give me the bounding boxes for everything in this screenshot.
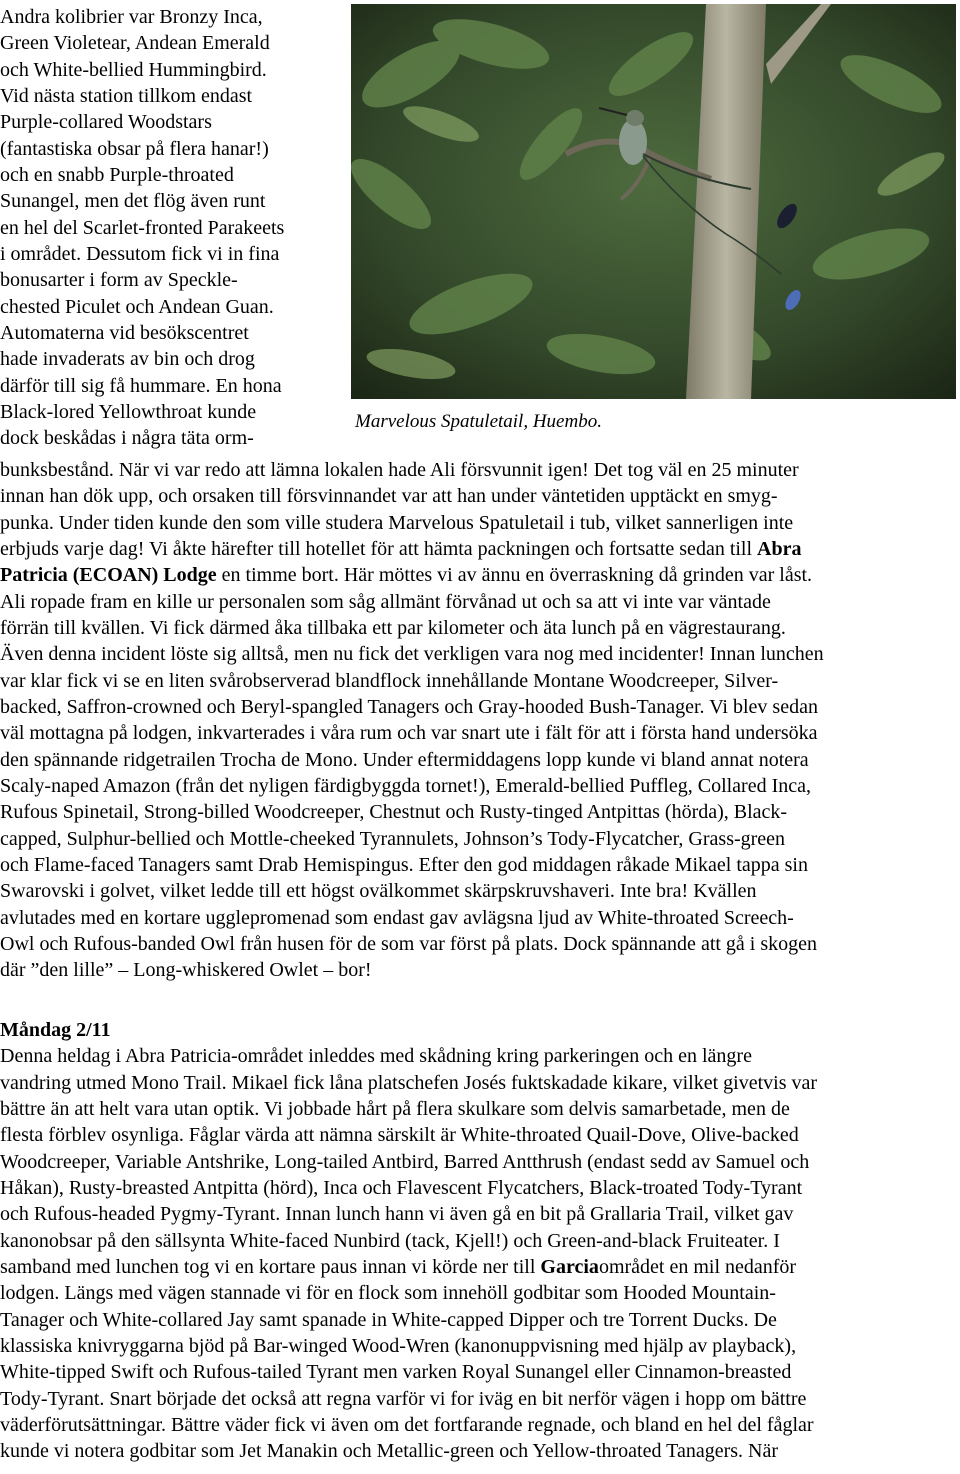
place-name-bold: Patricia (ECOAN) Lodge: [0, 564, 217, 586]
place-name-bold: Garcia: [540, 1256, 599, 1278]
body-line: Owl och Rufous-banded Owl från husen för de som var först på plats. Dock spännande att gå i skogen: [0, 933, 818, 955]
body-text: en timme bort. Här möttes vi av ännu en överraskning då grinden var låst.: [216, 564, 813, 586]
body-line: bättre än att helt vara utan optik. Vi jobbade hårt på flera skulkare som delvis samarbetade, men de: [0, 1098, 790, 1120]
intro-line: Vid nästa station tillkom endast: [0, 85, 253, 107]
body-text: samband med lunchen tog vi en kortare paus innan vi körde ner till: [0, 1256, 541, 1278]
intro-line: och White-bellied Hummingbird.: [0, 59, 267, 81]
intro-line: och en snabb Purple-throated: [0, 164, 234, 186]
body-line: väl mottagna på lodgen, inkvarterades i våra rum och var snart ute i fält för att i första hand undersöka: [0, 722, 818, 744]
intro-line: Automaterna vid besökscentret: [0, 322, 249, 344]
body-line: Rufous Spinetail, Strong-billed Woodcreeper, Chestnut och Rusty-tinged Antpittas (hörda), Black-: [0, 801, 788, 823]
place-name-bold: Abra: [757, 538, 802, 560]
body-line: Scaly-naped Amazon (från det nyligen färdigbyggda tornet!), Emerald-bellied Puffleg, Collared Inca,: [0, 775, 812, 797]
body-line: var klar fick vi se en liten svårobserverad blandflock innehållande Montane Woodcreeper, Silver-: [0, 670, 779, 692]
body-line: där ”den lille” – Long-whiskered Owlet – bor!: [0, 959, 372, 981]
intro-line: därför till sig få hummare. En hona: [0, 375, 282, 397]
body-line: Även denna incident löste sig alltså, men nu fick det verkligen vara nog med incidenter! Innan lunchen: [0, 643, 824, 665]
intro-line: Green Violetear, Andean Emerald: [0, 32, 270, 54]
intro-line: Andra kolibrier var Bronzy Inca,: [0, 6, 263, 28]
body-line: den spännande ridgetrailen Trocha de Mono. Under eftermiddagens lopp kunde vi bland annat notera: [0, 749, 809, 771]
body-line: backed, Saffron-crowned och Beryl-spangled Tanagers och Gray-hooded Bush-Tanager. Vi blev sedan: [0, 696, 818, 718]
body-line: och Rufous-headed Pygmy-Tyrant. Innan lunch hann vi även gå en bit på Grallaria Trail, vilket gav: [0, 1203, 794, 1225]
section-heading: Måndag 2/11: [0, 1019, 111, 1041]
intro-line: bonusarter i form av Speckle-: [0, 269, 238, 291]
intro-line: dock beskådas i några täta orm-: [0, 427, 254, 449]
bird-photo: [351, 4, 956, 399]
body-line: klassiska knivryggarna bjöd på Bar-winged Wood-Wren (kanonuppvisning med hjälp av playback),: [0, 1335, 797, 1357]
intro-line: Black-lored Yellowthroat kunde: [0, 401, 257, 423]
body-line: innan han dök upp, och orsaken till försvinnandet var att han under väntetiden upptäckt en smyg-: [0, 485, 778, 507]
body-line: avlutades med en kortare ugglepromenad som endast gav avlägsna ljud av White-throated Screech-: [0, 907, 794, 929]
body-line: Håkan), Rusty-breasted Antpitta (hörd), Inca och Flavescent Flycatchers, Black-troated Tody-Tyrant: [0, 1177, 803, 1199]
body-line: Woodcreeper, Variable Antshrike, Long-tailed Antbird, Barred Antthrush (endast sedd av Samuel och: [0, 1151, 810, 1173]
body-line: lodgen. Längs med vägen stannade vi för en flock som innehöll godbitar som Hooded Mountain-: [0, 1282, 776, 1304]
intro-line: Sunangel, men det flög även runt: [0, 190, 266, 212]
intro-line: i området. Dessutom fick vi in fina: [0, 243, 280, 265]
body-line: Denna heldag i Abra Patricia-området inleddes med skådning kring parkeringen och en längre: [0, 1045, 752, 1067]
body-line: White-tipped Swift och Rufous-tailed Tyrant men varken Royal Sunangel eller Cinnamon-breasted: [0, 1361, 792, 1383]
body-text: erbjuds varje dag! Vi åkte härefter till hotellet för att hämta packningen och fortsatte sedan till: [0, 538, 758, 560]
body-line: kanonobsar på den sällsynta White-faced Nunbird (tack, Kjell!) och Green-and-black Fruiteater. I: [0, 1230, 780, 1252]
body-line: Ali ropade fram en kille ur personalen som såg allmänt förvånad ut och sa att vi inte var väntade: [0, 591, 771, 613]
body-line: vandring utmed Mono Trail. Mikael fick låna platschefen Josés fuktskadade kikare, vilket givetvis var: [0, 1072, 818, 1094]
body-line: [0, 562, 960, 588]
body-line: Tanager och White-collared Jay samt spanade in White-capped Dipper och tre Torrent Ducks. De: [0, 1309, 777, 1331]
hummingbird-photo-illustration: [351, 4, 956, 399]
body-line: Tody-Tyrant. Snart började det också att regna varför vi for iväg en bit nerför vägen i hopp om bättre: [0, 1388, 807, 1410]
body-text: området en mil nedanför: [598, 1256, 797, 1278]
body-line: Swarovski i golvet, vilket ledde till ett högst ovälkommet skärpskruvshaveri. Inte bra! Kvällen: [0, 880, 757, 902]
body-line: förrän till kvällen. Vi fick därmed åka tillbaka ett par kilometer och äta lunch på en vägrestaurang.: [0, 617, 786, 639]
photo-caption: Marvelous Spatuletail, Huembo.: [355, 411, 602, 432]
intro-line: chested Piculet och Andean Guan.: [0, 296, 274, 318]
body-line: capped, Sulphur-bellied och Mottle-cheeked Tyrannulets, Johnson’s Tody-Flycatcher, Grass-green: [0, 828, 786, 850]
intro-line: Purple-collared Woodstars: [0, 111, 212, 133]
body-line: bunksbestånd. När vi var redo att lämna lokalen hade Ali försvunnit igen! Det tog väl en 25 minuter: [0, 459, 799, 481]
intro-line: hade invaderats av bin och drog: [0, 348, 255, 370]
body-line: [0, 1254, 960, 1280]
body-line: väderförutsättningar. Bättre väder fick vi även om det fortfarande regnade, och bland en hel del fåglar: [0, 1414, 814, 1436]
body-line: och Flame-faced Tanagers samt Drab Hemispingus. Efter den god middagen råkade Mikael tappa sin: [0, 854, 808, 876]
body-line: punka. Under tiden kunde den som ville studera Marvelous Spatuletail i tub, vilket sannerligen inte: [0, 512, 794, 534]
body-line: kunde vi notera godbitar som Jet Manakin och Metallic-green och Yellow-throated Tanagers. När: [0, 1440, 779, 1462]
body-line: flesta förblev osynliga. Fåglar värda att nämna särskilt är White-throated Quail-Dove, Olive-backed: [0, 1124, 799, 1146]
intro-line: en hel del Scarlet-fronted Parakeets: [0, 217, 285, 239]
intro-line: (fantastiska obsar på flera hanar!): [0, 138, 269, 160]
body-line: [0, 536, 960, 562]
